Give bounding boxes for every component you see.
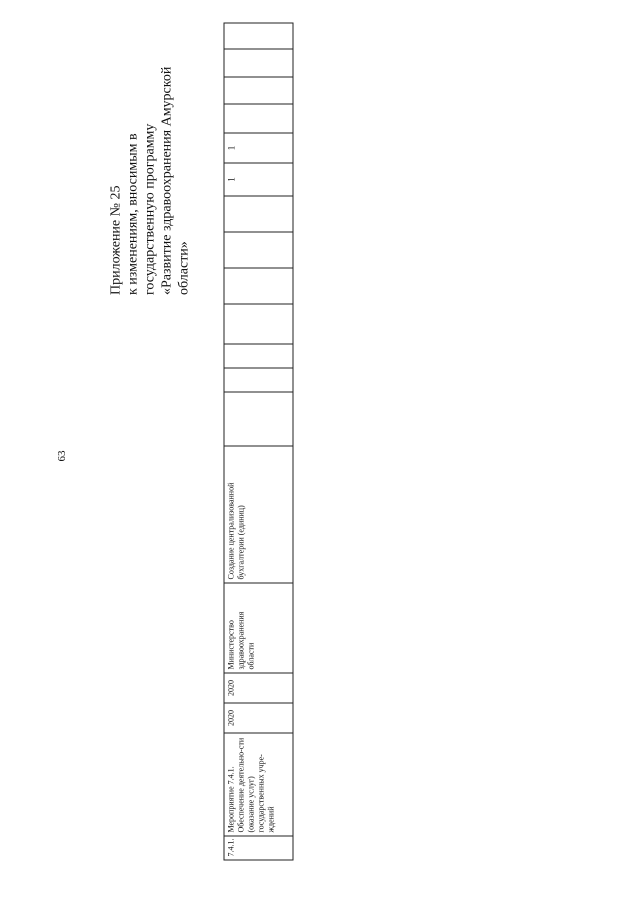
appendix-line: к изменениям, вносимым в — [125, 133, 141, 295]
value-cell — [224, 104, 293, 133]
value-cell — [224, 304, 293, 344]
value-cell — [224, 49, 293, 77]
appendix-line: государственную программу — [142, 123, 158, 295]
value-cell — [224, 268, 293, 304]
appendix-line: области» — [176, 241, 192, 295]
appendix-header — [100, 45, 200, 295]
program-table — [223, 22, 293, 860]
program-table-container — [223, 45, 293, 860]
start-year: 2020 — [224, 703, 293, 733]
page-number: 63 — [56, 450, 68, 462]
value-cell: 1 — [224, 163, 293, 196]
value-cell — [224, 368, 293, 392]
table-row — [224, 23, 293, 860]
value-cell — [224, 23, 293, 49]
appendix-line: Приложение № 25 — [108, 185, 124, 295]
indicator-name: Создание централизованной бухгалтерии (единиц) — [224, 446, 293, 583]
appendix-line: «Развитие здравоохранения Амурской — [159, 66, 175, 295]
activity-name: Мероприятие 7.4.1. Обеспечение деятельно-сти (оказание услуг) государственных учре-ждений — [224, 733, 293, 836]
value-cell — [224, 77, 293, 104]
value-cell: 1 — [224, 133, 293, 163]
row-number: 7.4.1. — [224, 836, 293, 860]
value-cell — [224, 344, 293, 368]
executor: Министерство здравоохранения области — [224, 583, 293, 673]
end-year: 2020 — [224, 673, 293, 703]
value-cell — [224, 196, 293, 232]
value-cell — [224, 392, 293, 446]
value-cell — [224, 232, 293, 268]
